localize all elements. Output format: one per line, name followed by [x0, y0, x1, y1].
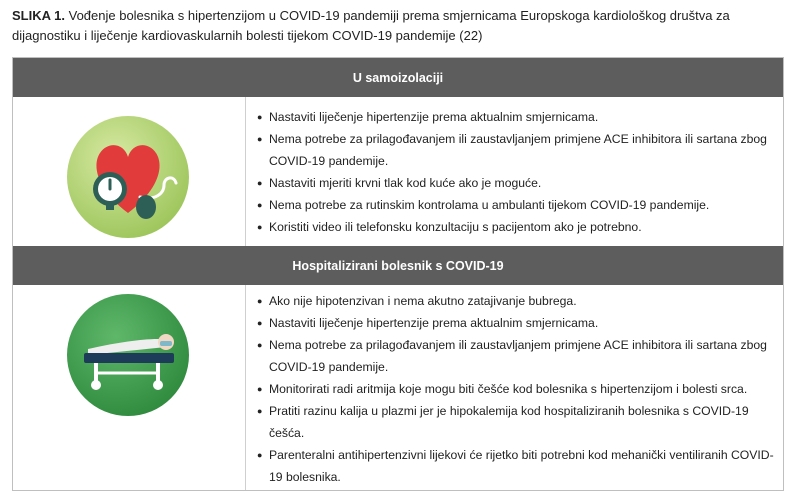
figure-caption: [12, 6, 792, 46]
caption-line-2: dijagnostiku i liječenje kardiovaskularnih bolesti tijekom COVID-19 pandemije (22): [12, 28, 483, 43]
section-header-hospitalized: Hospitalizirani bolesnik s COVID-19: [13, 246, 783, 285]
list-item: ● Monitorirati radi aritmija koje mogu biti češće kod bolesnika s hipertenzijom i bolesti srca.: [257, 378, 777, 400]
list-item: ● Nema potrebe za rutinskim kontrolama u ambulanti tijekom COVID-19 pandemije.: [257, 194, 777, 216]
list-item: ● Nema potrebe za prilagođavanjem ili zaustavljanjem primjene ACE inhibitora ili sartana zbog COVID-19 pandemije.: [257, 128, 777, 172]
list-item: ● Nastaviti mjeriti krvni tlak kod kuće ako je moguće.: [257, 172, 777, 194]
heart-blood-pressure-gauge-icon: [66, 115, 190, 239]
section-header-self-isolation: U samoizolaciji: [13, 58, 783, 97]
list-item: ● Ako nije hipotenzivan i nema akutno zatajivanje bubrega.: [257, 290, 777, 312]
caption-label: SLIKA 1.: [12, 8, 65, 23]
column-divider: [245, 285, 246, 490]
list-item: ● Koristiti video ili telefonsku konzultaciju s pacijentom ako je potrebno.: [257, 216, 777, 238]
list-item: ● Nastaviti liječenje hipertenzije prema aktualnim smjernicama.: [257, 312, 777, 334]
list-item: ● Pratiti razinu kalija u plazmi jer je hipokalemija kod hospitaliziranih bolesnika s COVID-19 češća.: [257, 400, 777, 444]
hospitalized-list: [257, 290, 777, 488]
caption-line-1: Vođenje bolesnika s hipertenzijom u COVID-19 pandemiji prema smjernicama Europskoga kardiološkog društva za: [68, 8, 730, 23]
column-divider: [245, 97, 246, 246]
list-item: ● Nema potrebe za prilagođavanjem ili zaustavljanjem primjene ACE inhibitora ili sartana zbog COVID-19 pandemije.: [257, 334, 777, 378]
self-isolation-list: [257, 106, 777, 238]
list-item: ● Parenteralni antihipertenzivni lijekovi će rijetko biti potrebni kod mehanički ventiliranih COVID-19 bolesnika.: [257, 444, 777, 488]
patient-on-stretcher-icon: [66, 293, 190, 417]
list-item: ● Nastaviti liječenje hipertenzije prema aktualnim smjernicama.: [257, 106, 777, 128]
guidelines-figure: [12, 57, 784, 491]
